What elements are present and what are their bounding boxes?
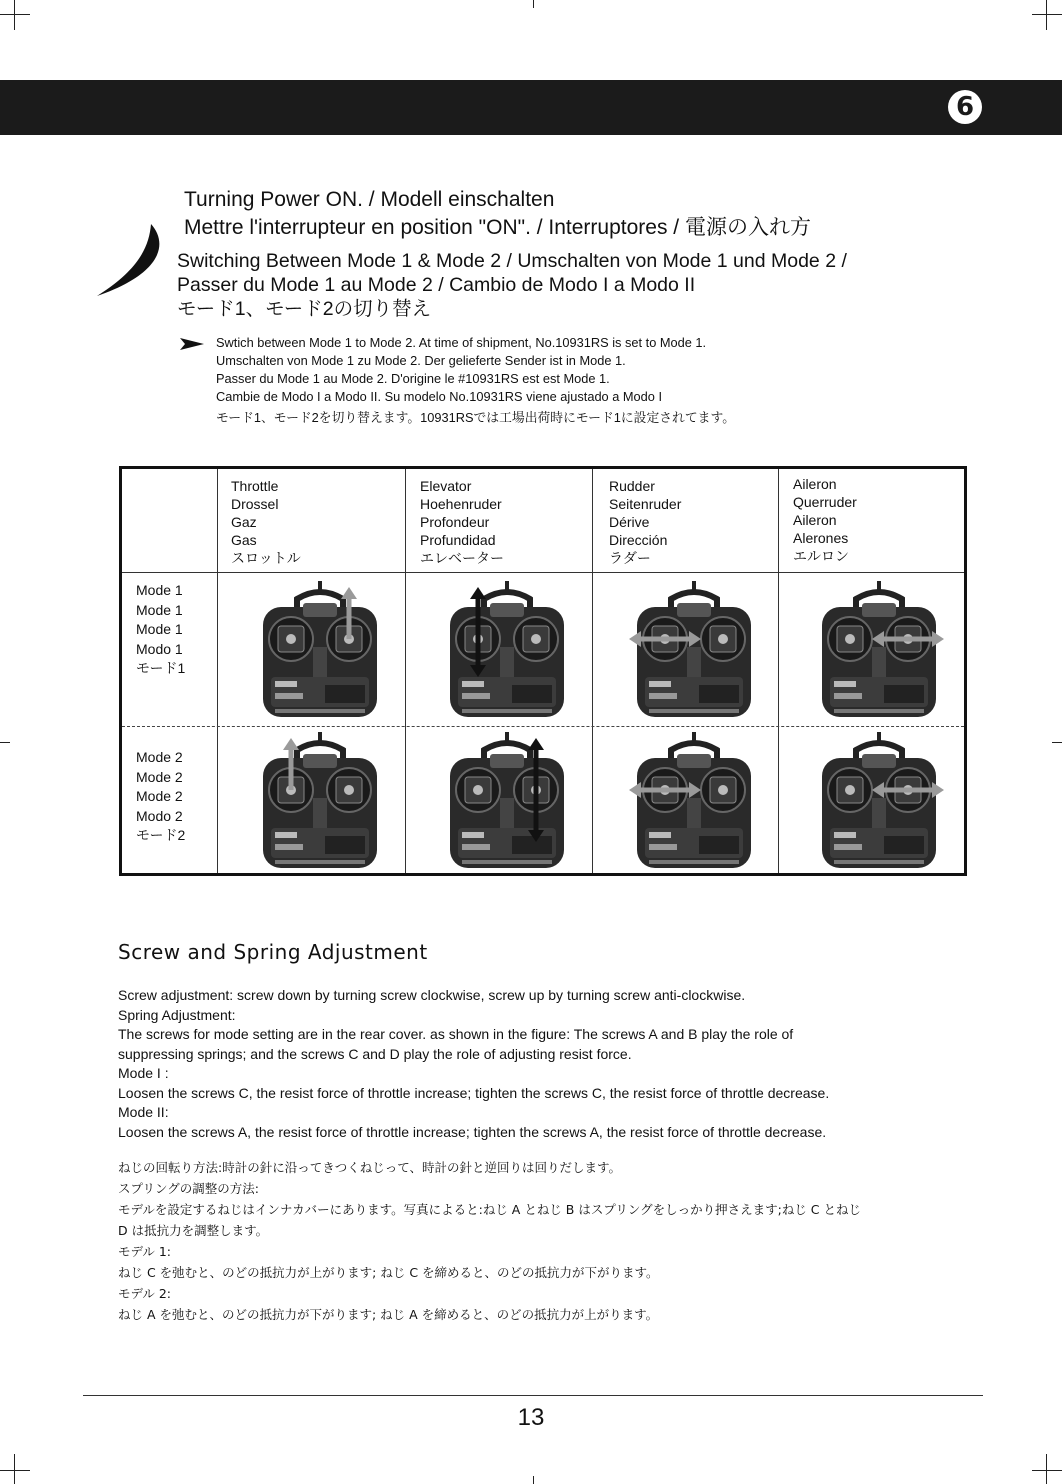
header-text: Gaz	[231, 514, 257, 530]
transmitter-mode1-throttle	[255, 581, 385, 726]
table-dashed-divider	[122, 726, 964, 727]
crop-mark	[14, 0, 15, 30]
column-header-aileron	[793, 475, 857, 565]
section-number-badge: 6	[948, 90, 982, 124]
header-text: Seitenruder	[609, 496, 682, 512]
header-text: Alerones	[793, 530, 849, 546]
instructions-block	[216, 334, 735, 427]
header-text: Dérive	[609, 514, 650, 530]
crop-mark	[1046, 0, 1047, 30]
crop-mark	[1032, 1470, 1062, 1471]
transmitter-mode1-aileron	[814, 581, 944, 726]
screw-jp-line: ねじ A を弛むと、のどの抵抗力が下がります; ねじ A を締めると、のどの抵抗力が上がります。	[118, 1307, 659, 1322]
header-text: ラダー	[609, 550, 651, 566]
crop-mark	[1032, 14, 1062, 15]
subtitle-line: モード1、モード2の切り替え	[177, 298, 432, 320]
instruction-line: モード1、モード2を切り替えます。10931RSでは工場出荷時にモード1に設定されてます。	[216, 410, 736, 425]
row-header-text: Mode 2	[136, 768, 183, 785]
row-header-text: Mode 1	[136, 621, 183, 637]
header-text: Elevator	[420, 478, 472, 494]
header-text: Rudder	[609, 478, 655, 494]
row-header-text: モード1	[136, 660, 186, 676]
subtitle-line: Passer du Mode 1 au Mode 2 / Cambio de Modo I a Modo II	[177, 274, 696, 296]
screw-en-line: The screws for mode setting are in the rear cover. as shown in the figure: The screws A and B play the role of	[118, 1026, 794, 1042]
screw-jp-line: D は抵抗力を調整します。	[118, 1223, 269, 1238]
header-text: Profundidad	[420, 532, 496, 548]
swoosh-icon	[95, 222, 167, 298]
table-divider	[778, 469, 779, 873]
row-header-text: Mode 2	[136, 788, 183, 804]
instruction-line: Swtich between Mode 1 to Mode 2. At time of shipment, No.10931RS is set to Mode 1.	[216, 335, 707, 350]
crop-mark	[1052, 742, 1062, 743]
arrow-pointer-icon	[180, 337, 204, 351]
row-header-mode1	[136, 581, 185, 679]
header-text: エレベーター	[420, 550, 504, 566]
transmitter-mode2-rudder	[629, 732, 759, 877]
mode-table	[119, 466, 967, 876]
table-divider	[592, 469, 593, 873]
row-header-mode2	[136, 748, 185, 846]
table-divider	[122, 572, 964, 573]
crop-mark	[1046, 1454, 1047, 1484]
header-text: Gas	[231, 532, 257, 548]
header-text: Drossel	[231, 496, 279, 512]
screw-jp-line: ねじ C を弛むと、のどの抵抗力が上がります; ねじ C を締めると、のどの抵抗力が下がります。	[118, 1265, 659, 1280]
screw-en-line: Loosen the screws C, the resist force of throttle increase; tighten the screws C, the resist force of throttle decrease.	[118, 1084, 830, 1101]
section-subtitle	[177, 249, 847, 321]
table-divider	[405, 469, 406, 873]
header-bar	[0, 80, 1062, 135]
transmitter-mode2-throttle	[255, 732, 385, 877]
screw-jp-line: モデル 1:	[118, 1244, 172, 1259]
crop-mark	[0, 1470, 30, 1471]
title-line: Turning Power ON. / Modell einschalten	[184, 188, 555, 211]
crop-mark	[14, 1454, 15, 1484]
transmitter-mode2-elevator	[442, 732, 572, 877]
header-text: Hoehenruder	[420, 496, 502, 512]
header-text: Dirección	[609, 532, 668, 548]
row-header-text: Modo 1	[136, 640, 183, 657]
screw-en-line: Mode II:	[118, 1104, 169, 1120]
header-text: Aileron	[793, 512, 837, 528]
screw-en-line: Mode I :	[118, 1065, 169, 1081]
instruction-line: Passer du Mode 1 au Mode 2. D'origine le #10931RS est est Mode 1.	[216, 371, 610, 386]
header-text: Profondeur	[420, 514, 490, 530]
screw-en-line: Spring Adjustment:	[118, 1006, 236, 1023]
instruction-line: Umschalten von Mode 1 zu Mode 2. Der gelieferte Sender ist in Mode 1.	[216, 353, 626, 368]
screw-section-title: Screw and Spring Adjustment	[118, 940, 428, 964]
row-header-text: Mode 1	[136, 601, 183, 618]
row-header-text: Mode 2	[136, 749, 183, 765]
page-number: 13	[517, 1404, 545, 1431]
title-line: Mettre l'interrupteur en position "ON". / Interruptores / 電源の入れ方	[184, 216, 811, 239]
row-header-text: モード2	[136, 827, 186, 843]
screw-jp-line: モデルを設定するねじはインナカバーにあります。写真によると:ねじ A とねじ B はスプリングをしっかり押さえます;ねじ C とねじ	[118, 1202, 861, 1217]
transmitter-mode1-elevator	[442, 581, 572, 726]
table-divider	[217, 469, 218, 873]
crop-mark	[0, 14, 30, 15]
screw-jp-line: スプリングの調整の方法:	[118, 1181, 259, 1196]
header-text: Aileron	[793, 476, 837, 492]
screw-japanese-text	[118, 1157, 978, 1325]
screw-en-line: Screw adjustment: screw down by turning screw clockwise, screw up by turning screw anti-clockwise.	[118, 987, 746, 1003]
row-header-text: Modo 2	[136, 807, 183, 824]
header-text: Throttle	[231, 478, 279, 494]
crop-mark	[533, 1476, 534, 1484]
crop-mark	[533, 0, 534, 8]
header-text: エルロン	[793, 548, 849, 564]
footer-divider	[83, 1395, 983, 1396]
screw-en-line: suppressing springs; and the screws C and D play the role of adjusting resist force.	[118, 1045, 632, 1062]
screw-english-text	[118, 986, 978, 1142]
transmitter-mode2-aileron	[814, 732, 944, 877]
column-header-rudder	[609, 477, 681, 567]
header-text: Querruder	[793, 494, 857, 510]
crop-mark	[0, 742, 10, 743]
transmitter-mode1-rudder	[629, 581, 759, 726]
subtitle-line: Switching Between Mode 1 & Mode 2 / Umschalten von Mode 1 und Mode 2 /	[177, 250, 847, 272]
section-title	[184, 186, 811, 242]
column-header-throttle	[231, 477, 301, 567]
row-header-text: Mode 1	[136, 582, 183, 598]
header-text: スロットル	[231, 550, 301, 566]
column-header-elevator	[420, 477, 504, 567]
screw-en-line: Loosen the screws A, the resist force of throttle increase; tighten the screws A, the resist force of throttle decrease.	[118, 1123, 827, 1140]
instruction-line: Cambie de Modo I a Modo II. Su modelo No.10931RS viene ajustado a Modo I	[216, 389, 663, 404]
screw-jp-line: モデル 2:	[118, 1286, 172, 1301]
screw-jp-line: ねじの回転り方法:時計の針に沿ってきつくねじって、時計の針と逆回りは回りだします。	[118, 1160, 621, 1175]
